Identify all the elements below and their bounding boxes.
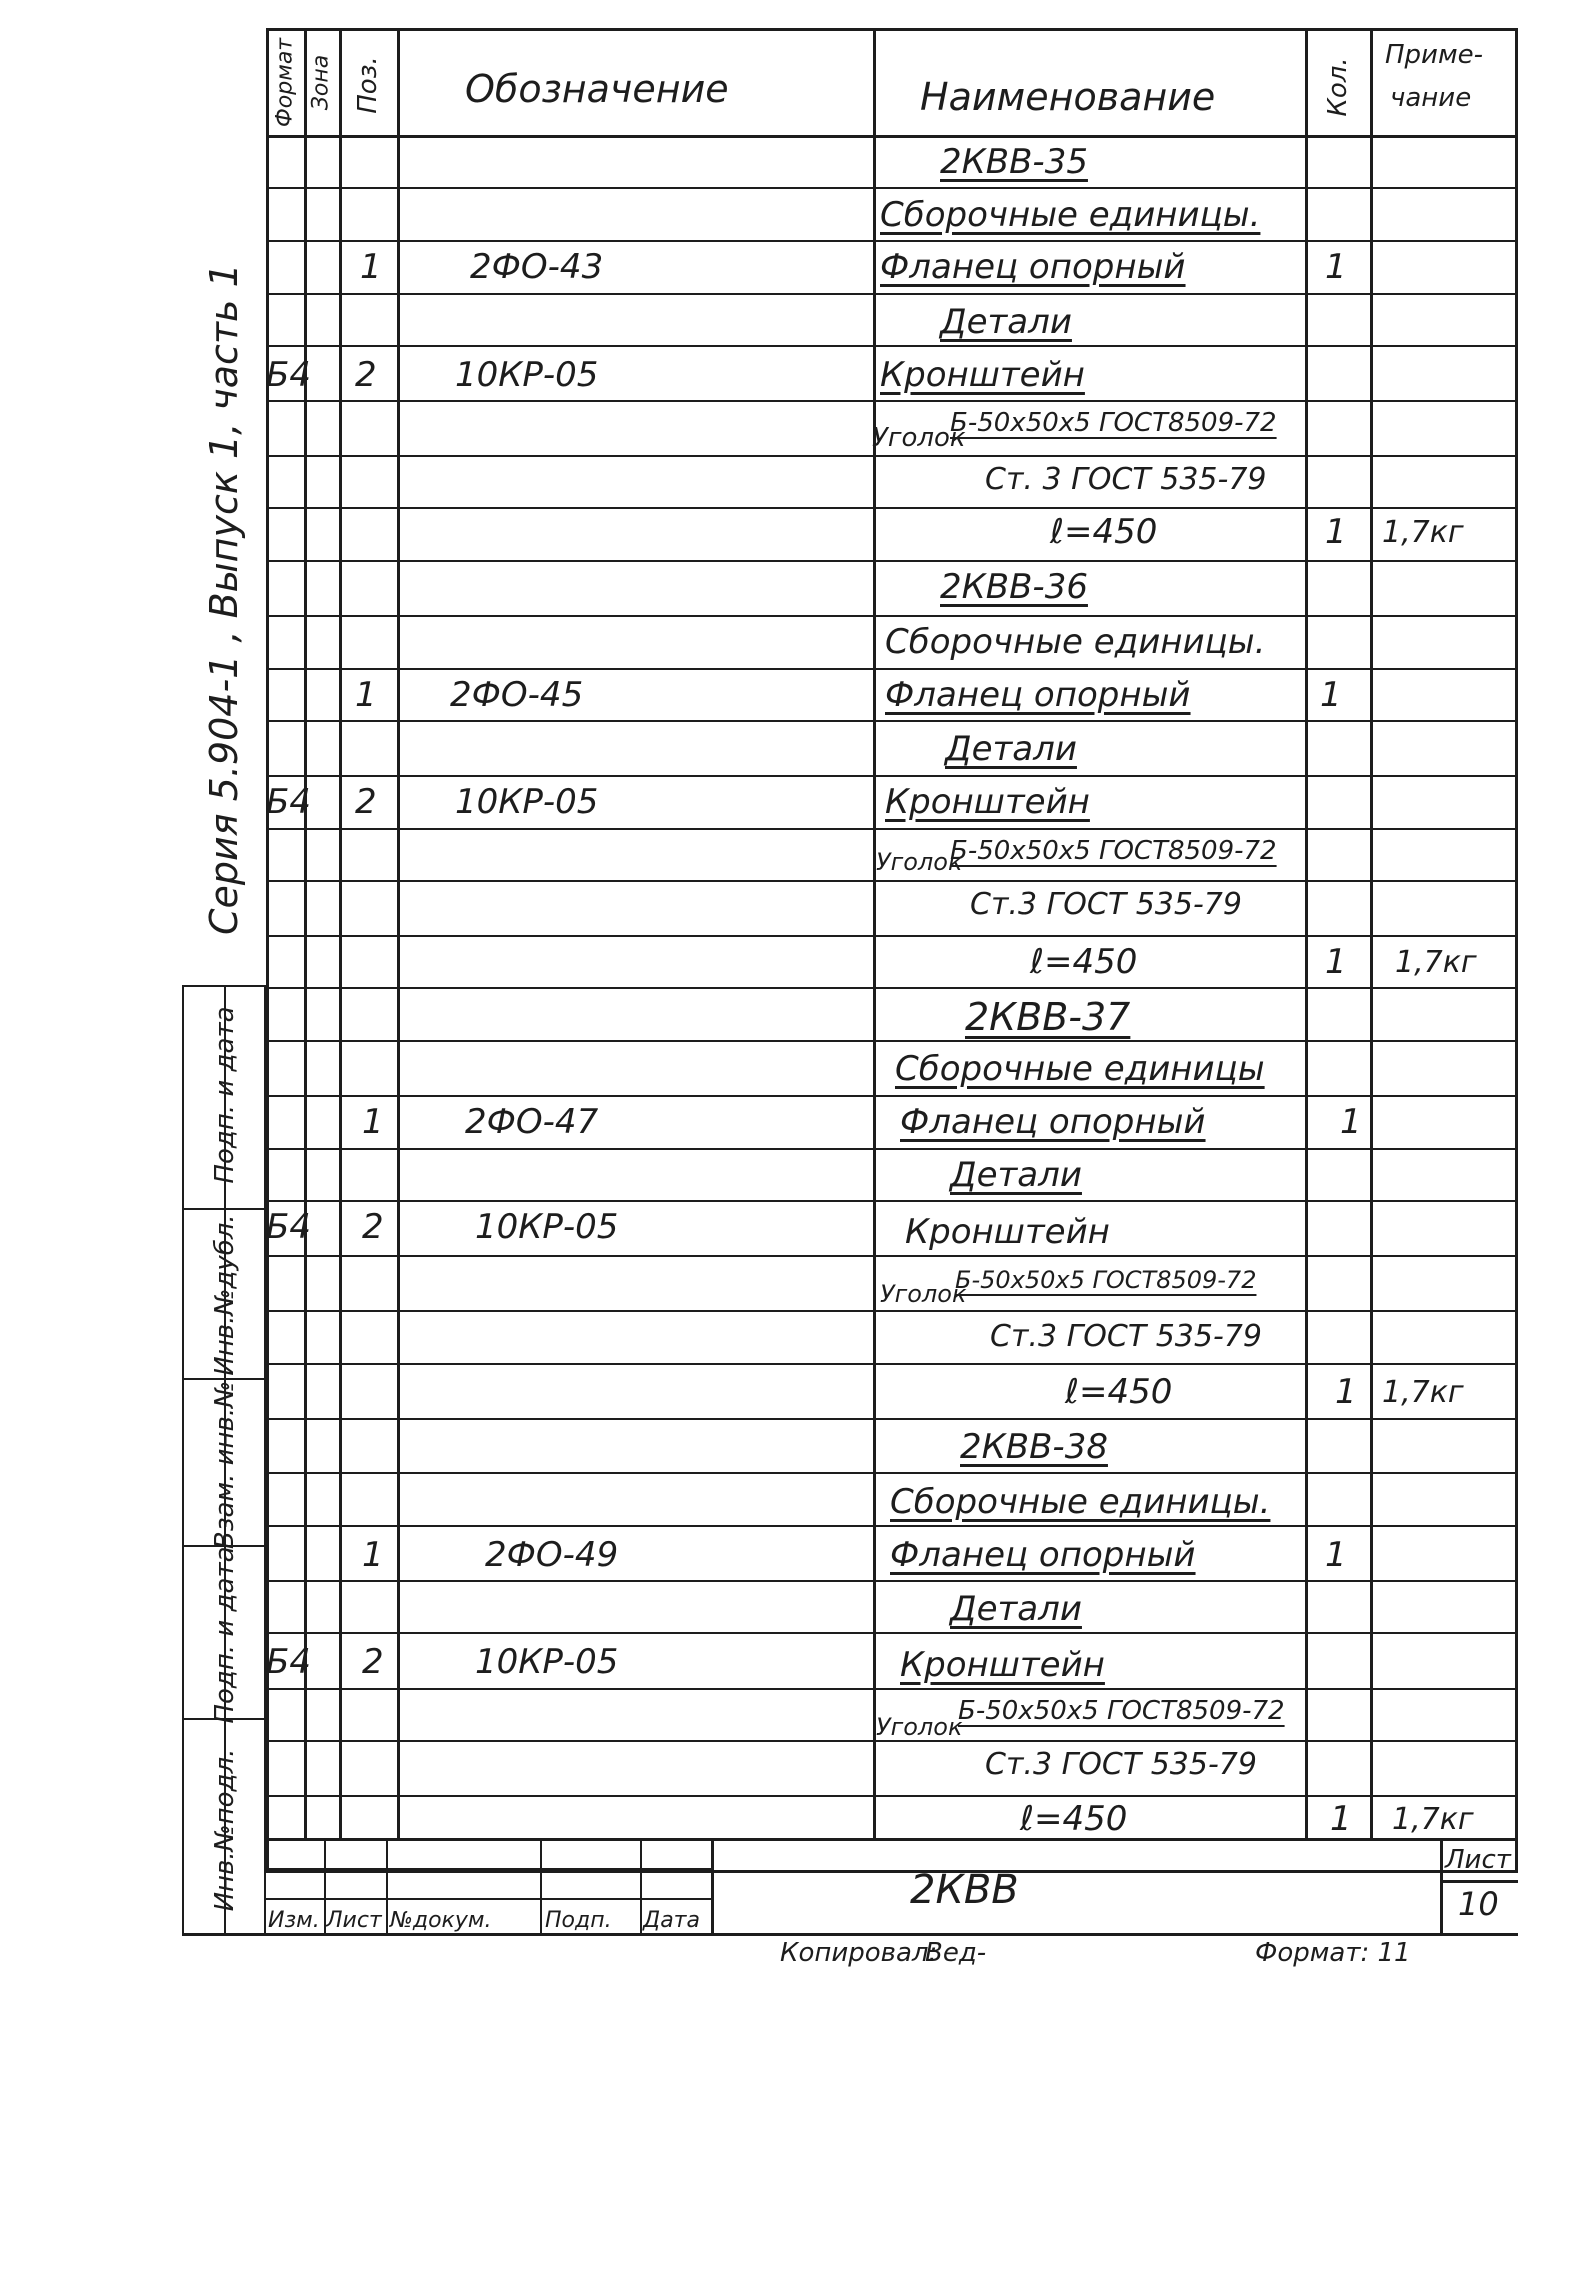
angle-spec: Б-50х50х5 ГОСТ8509-72 xyxy=(955,1266,1257,1294)
sheet-label: Лист xyxy=(1445,1845,1511,1875)
row-designation: 2ФО-49 xyxy=(485,1535,619,1575)
row-mass: 1,7кг xyxy=(1395,945,1477,980)
assembly-label: Сборочные единицы xyxy=(895,1049,1265,1089)
row-name: Кронштейн xyxy=(885,782,1090,822)
row-qty: 1 xyxy=(1320,675,1342,715)
details-label: Детали xyxy=(950,1155,1082,1195)
header-name: Наименование xyxy=(920,75,1216,119)
row-designation: 2ФО-47 xyxy=(465,1102,599,1142)
steel-spec: Ст. 3 ГОСТ 535-79 xyxy=(985,462,1267,497)
header-zone: Зона xyxy=(308,54,334,111)
row-qty: 1 xyxy=(1325,1535,1347,1575)
header-pos: Поз. xyxy=(353,56,383,114)
row-pos: 2 xyxy=(362,1642,384,1682)
copied-sign: Вед- xyxy=(925,1938,987,1968)
angle-label: Уголок xyxy=(876,1713,963,1741)
row-name: Кронштейн xyxy=(905,1212,1110,1252)
row-pos: 2 xyxy=(362,1207,384,1247)
row-designation: 10КР-05 xyxy=(455,782,599,822)
row-qty: 1 xyxy=(1325,942,1347,982)
tb-dokum: №докум. xyxy=(390,1908,492,1933)
row-pos: 1 xyxy=(355,675,377,715)
side-label-podp-data: Подп. и дата xyxy=(210,1546,240,1724)
row-designation: 2ФО-43 xyxy=(470,247,604,287)
group-title: 2КВВ-37 xyxy=(965,995,1131,1039)
row-designation: 10КР-05 xyxy=(475,1642,619,1682)
row-pos: 2 xyxy=(355,355,377,395)
header-designation: Обозначение xyxy=(465,67,729,111)
row-format: Б4 xyxy=(266,1642,311,1682)
row-mass: 1,7кг xyxy=(1382,515,1464,550)
row-designation: 2ФО-45 xyxy=(450,675,584,715)
row-name: Фланец опорный xyxy=(900,1102,1206,1142)
details-label: Детали xyxy=(950,1589,1082,1629)
row-format: Б4 xyxy=(266,1207,311,1247)
row-name: Кронштейн xyxy=(900,1645,1105,1685)
side-label-inv-dubl: Инв.№дубл. xyxy=(210,1214,240,1376)
details-label: Детали xyxy=(940,302,1072,342)
row-name: Фланец опорный xyxy=(890,1535,1196,1575)
tb-data: Дата xyxy=(643,1908,700,1933)
angle-spec: Б-50х50х5 ГОСТ8509-72 xyxy=(958,1696,1285,1726)
row-name: Фланец опорный xyxy=(880,247,1186,287)
angle-label: Уголок xyxy=(880,1280,967,1308)
side-label-podp-data-top: Подп. и дата xyxy=(210,1006,240,1184)
row-designation: 10КР-05 xyxy=(475,1207,619,1247)
row-pos: 1 xyxy=(360,247,382,287)
side-label-vzam-inv: Взам. инв.№ xyxy=(210,1380,240,1550)
row-format: Б4 xyxy=(266,355,311,395)
series-label: Серия 5.904-1 , Выпуск 1, часть 1 xyxy=(202,263,246,935)
row-pos: 2 xyxy=(355,782,377,822)
details-label: Детали xyxy=(945,729,1077,769)
assembly-label: Сборочные единицы. xyxy=(880,195,1261,235)
row-format: Б4 xyxy=(266,782,311,822)
tb-izm: Изм. xyxy=(268,1908,320,1933)
length: ℓ=450 xyxy=(1030,942,1138,982)
assembly-label: Сборочные единицы. xyxy=(885,622,1266,662)
format-label: Формат: 11 xyxy=(1255,1938,1411,1968)
sheet-number: 10 xyxy=(1458,1885,1499,1923)
copied-label: Копировал: xyxy=(780,1938,938,1968)
row-mass: 1,7кг xyxy=(1382,1375,1464,1410)
tb-list: Лист xyxy=(326,1908,382,1933)
header-qty: Кол. xyxy=(1323,57,1353,117)
length: ℓ=450 xyxy=(1020,1799,1128,1839)
row-qty: 1 xyxy=(1335,1372,1357,1412)
header-note-1: Приме- xyxy=(1385,40,1483,70)
assembly-label: Сборочные единицы. xyxy=(890,1482,1271,1522)
row-name: Кронштейн xyxy=(880,355,1085,395)
row-name: Фланец опорный xyxy=(885,675,1191,715)
angle-label: Уголок xyxy=(876,848,963,876)
steel-spec: Ст.3 ГОСТ 535-79 xyxy=(985,1747,1257,1782)
row-qty: 1 xyxy=(1330,1799,1352,1839)
angle-spec: Б-50х50х5 ГОСТ8509-72 xyxy=(950,408,1277,438)
length: ℓ=450 xyxy=(1065,1372,1173,1412)
row-qty: 1 xyxy=(1340,1102,1362,1142)
row-pos: 1 xyxy=(362,1102,384,1142)
length: ℓ=450 xyxy=(1050,512,1158,552)
steel-spec: Ст.3 ГОСТ 535-79 xyxy=(970,887,1242,922)
row-pos: 1 xyxy=(362,1535,384,1575)
steel-spec: Ст.3 ГОСТ 535-79 xyxy=(990,1319,1262,1354)
row-mass: 1,7кг xyxy=(1392,1802,1474,1837)
group-title: 2КВВ-36 xyxy=(940,567,1088,607)
row-qty: 1 xyxy=(1325,247,1347,287)
angle-spec: Б-50х50х5 ГОСТ8509-72 xyxy=(950,836,1277,866)
tb-podp: Подп. xyxy=(545,1908,612,1933)
group-title: 2КВВ-38 xyxy=(960,1427,1108,1467)
header-format: Формат xyxy=(272,37,298,128)
row-designation: 10КР-05 xyxy=(455,355,599,395)
doc-code: 2КВВ xyxy=(910,1867,1019,1913)
angle-label: Уголок xyxy=(872,423,966,453)
row-qty: 1 xyxy=(1325,512,1347,552)
side-label-inv-podl: Инв.№подл. xyxy=(210,1748,240,1912)
group-title: 2КВВ-35 xyxy=(940,142,1088,182)
header-note-2: чание xyxy=(1390,83,1472,113)
